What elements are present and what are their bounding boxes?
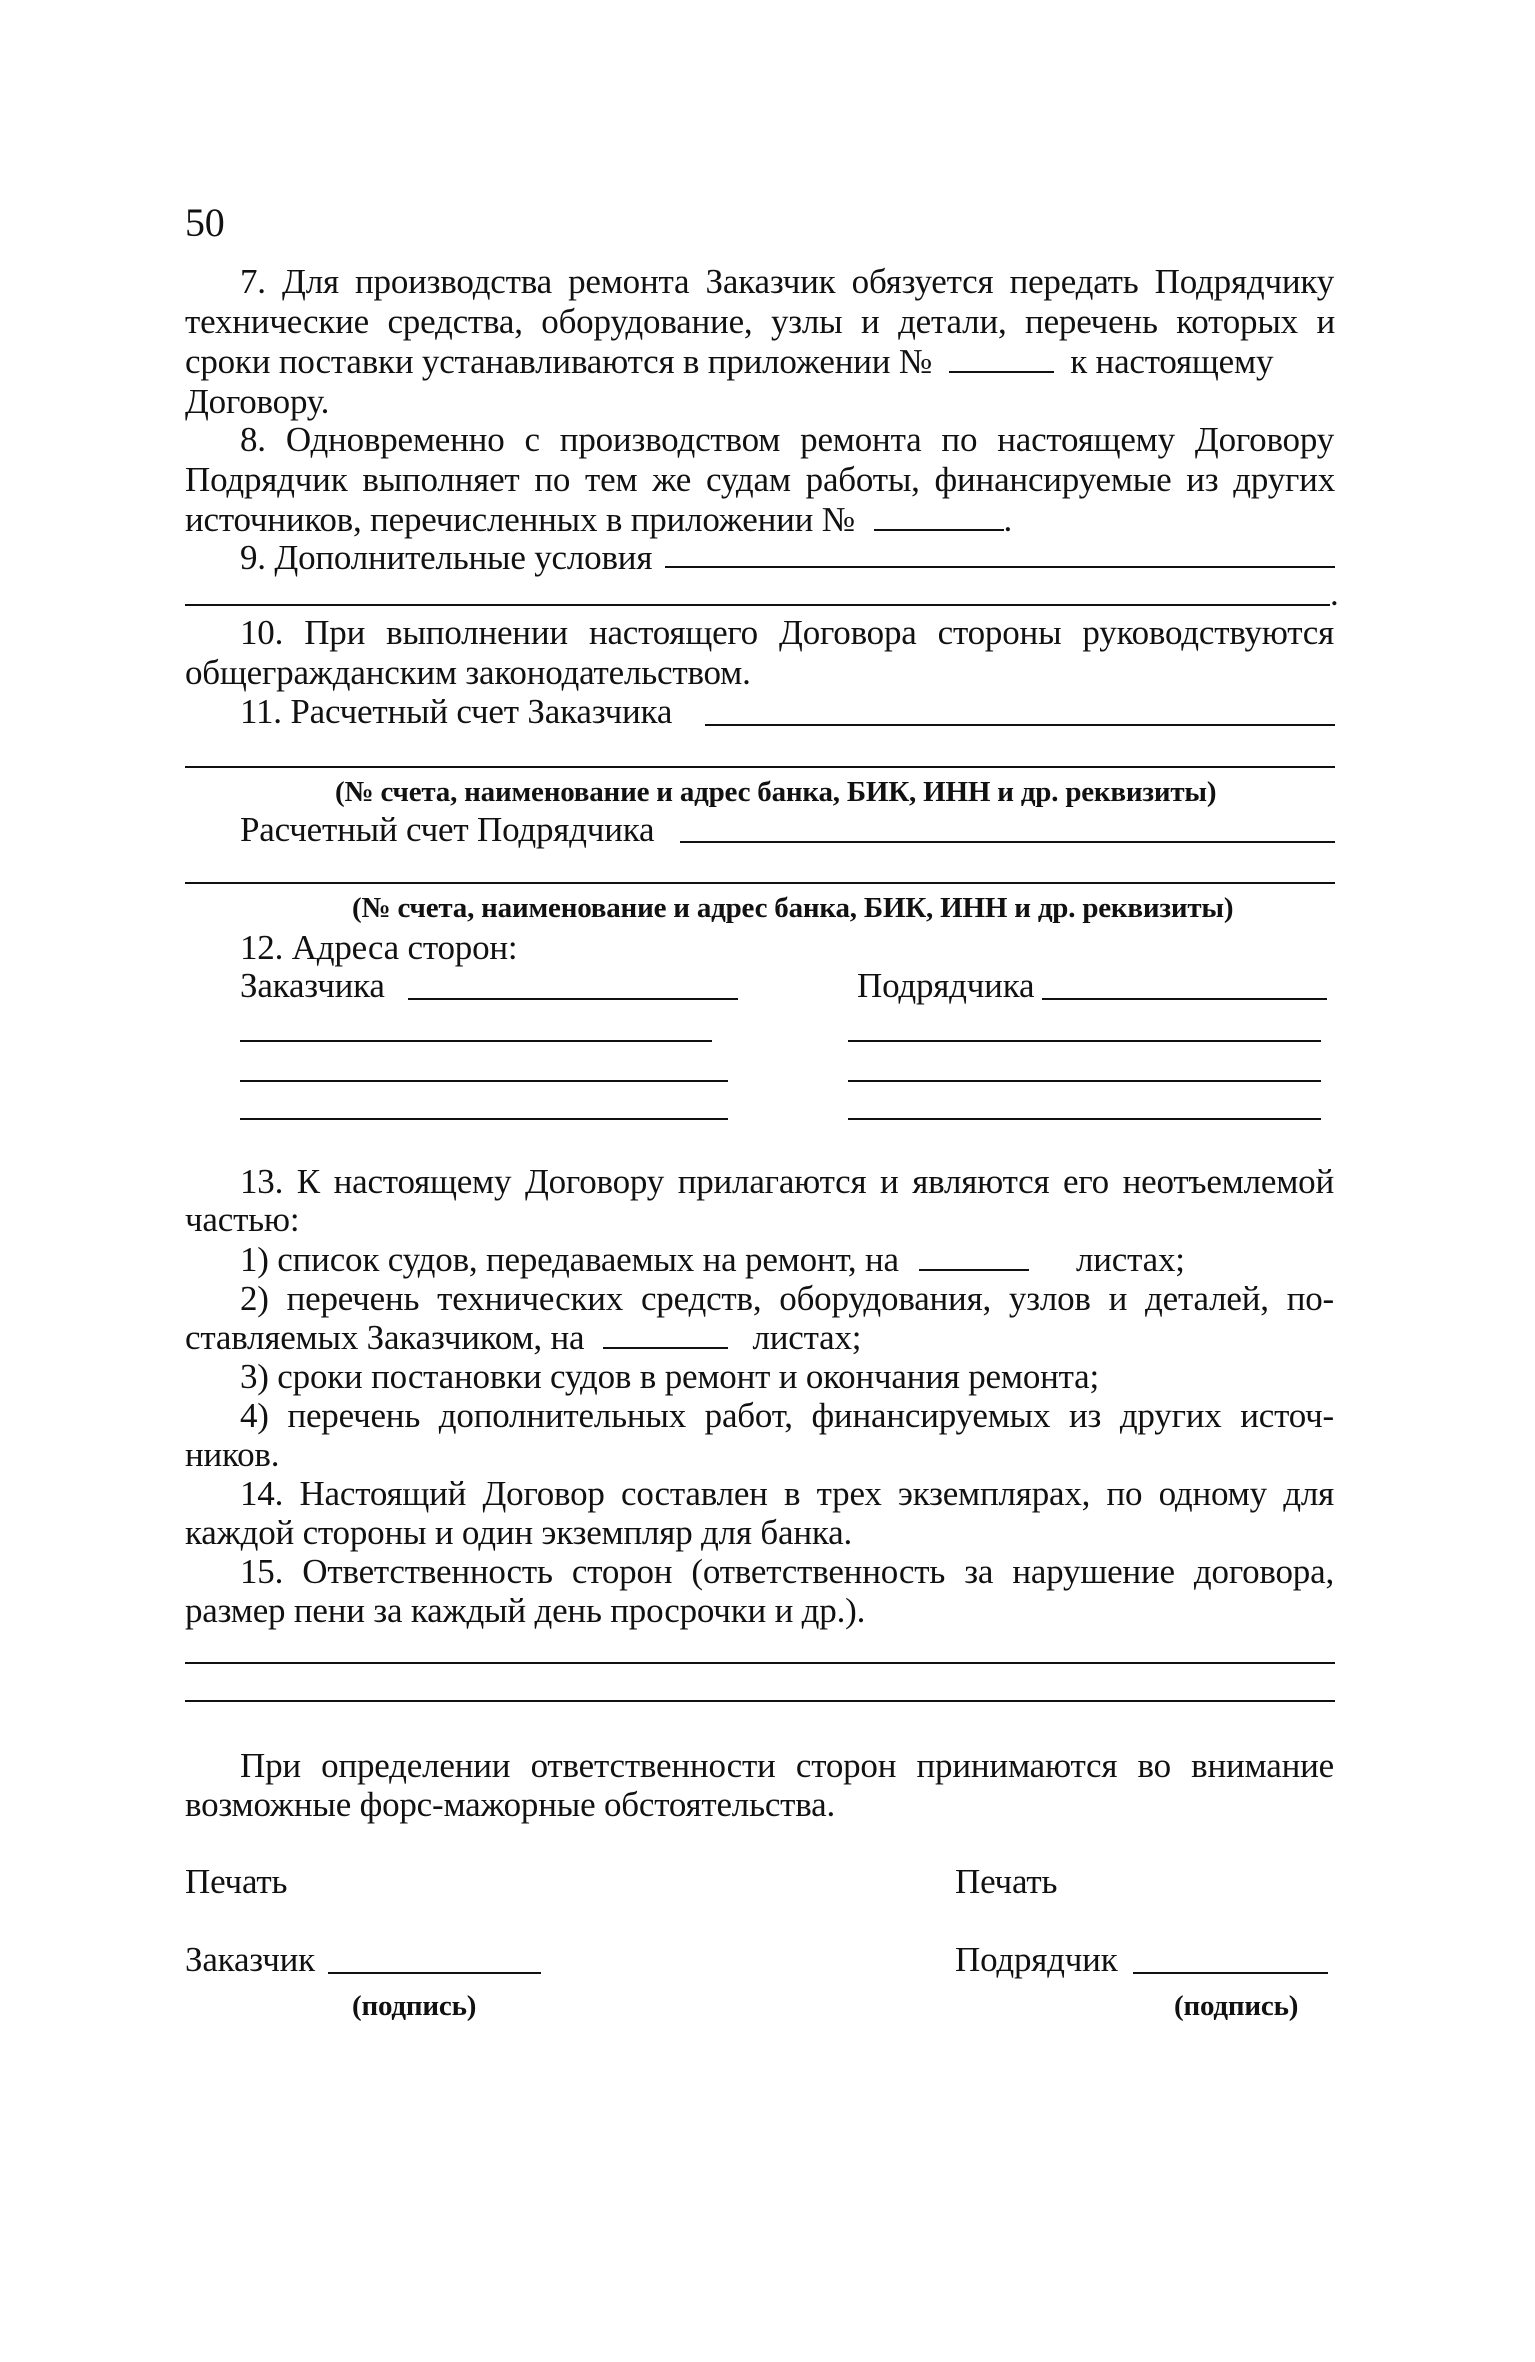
item-13-line-1: 13. К настоящему Договору прилагаются и являются его неотъемлемой <box>240 1162 1334 1201</box>
attachment-2-sheets: листах; <box>752 1318 862 1357</box>
attachment-1-sheets: листах; <box>1076 1240 1185 1279</box>
contractor-signature-label: Подрядчик <box>955 1940 1118 1979</box>
customer-address-line-2[interactable] <box>240 1040 712 1042</box>
additional-terms-line-1[interactable] <box>665 566 1335 568</box>
contractor-account-label: Расчетный счет Подрядчика <box>240 810 655 849</box>
customer-address-line-3[interactable] <box>240 1080 728 1082</box>
bank-details-caption-2: (№ счета, наименование и адрес банка, БИК, ИНН и др. реквизиты) <box>352 892 1234 924</box>
customer-address-line-4[interactable] <box>240 1118 728 1120</box>
item-9-label: 9. Дополнительные условия <box>240 538 653 577</box>
stamp-contractor: Печать <box>955 1862 1058 1901</box>
attachment-1-pages-blank[interactable] <box>919 1243 1029 1271</box>
item-10-line-1: 10. При выполнении настоящего Договора стороны руководствуются <box>240 613 1334 652</box>
item-14-line-2: каждой стороны и один экземпляр для банка. <box>185 1513 853 1552</box>
item-8-line-3: источников, перечисленных в приложении № . <box>185 500 1013 539</box>
item-7-text: сроки поставки устанавливаются в приложении № <box>185 342 933 381</box>
contractor-account-line-2[interactable] <box>185 882 1335 884</box>
attachment-4-line-2: ников. <box>185 1435 280 1474</box>
liability-line-2[interactable] <box>185 1700 1335 1702</box>
contractor-address-line-2[interactable] <box>848 1040 1321 1042</box>
force-majeure-line-2: возможные форс-мажорные обстоятельства. <box>185 1785 836 1824</box>
item-11-label: 11. Расчетный счет Заказчика <box>240 692 673 731</box>
customer-account-line-1[interactable] <box>705 724 1335 726</box>
customer-signature-caption: (подпись) <box>352 1990 477 2022</box>
item-13-line-2: частью: <box>185 1200 300 1239</box>
customer-address-line-1[interactable] <box>408 998 738 1000</box>
attachment-2-text: ставляемых Заказчиком, на <box>185 1318 585 1357</box>
item-7-line-4: Договору. <box>185 382 330 421</box>
additional-terms-line-2[interactable] <box>185 604 1330 606</box>
stamp-customer: Печать <box>185 1862 288 1901</box>
appendix-number-blank-2[interactable] <box>874 503 1004 531</box>
attachment-1-text: 1) список судов, передаваемых на ремонт, на <box>240 1240 899 1279</box>
item-7-line-1: 7. Для производства ремонта Заказчик обязуется передать Подрядчику <box>240 262 1334 301</box>
attachment-1 <box>240 1240 1185 1280</box>
item-8-text: источников, перечисленных в приложении № <box>185 500 855 539</box>
contractor-signature-line[interactable] <box>1133 1972 1328 1974</box>
item-14-line-1: 14. Настоящий Договор составлен в трех экземплярах, по одному для <box>240 1474 1334 1513</box>
contractor-address-line-3[interactable] <box>848 1080 1321 1082</box>
bank-details-caption-1: (№ счета, наименование и адрес банка, БИК, ИНН и др. реквизиты) <box>335 776 1217 808</box>
liability-line-1[interactable] <box>185 1662 1335 1664</box>
contractor-signature-caption: (подпись) <box>1174 1990 1299 2022</box>
item-8-line-2: Подрядчик выполняет по тем же судам работы, финансируемые из других <box>185 460 1335 499</box>
item-12-label: 12. Адреса сторон: <box>240 928 518 967</box>
item-7-text-end: к настоящему <box>1070 342 1274 381</box>
contractor-address-line-4[interactable] <box>848 1118 1321 1120</box>
force-majeure-line-1: При определении ответственности сторон принимаются во внимание <box>240 1746 1334 1785</box>
page-number: 50 <box>185 200 225 245</box>
item-7-line-2: технические средства, оборудование, узлы и детали, перечень которых и <box>185 302 1335 341</box>
item-15-line-2: размер пени за каждый день просрочки и др.). <box>185 1591 866 1630</box>
item-15-line-1: 15. Ответственность сторон (ответственность за нарушение договора, <box>240 1552 1334 1591</box>
item-8-line-1: 8. Одновременно с производством ремонта по настоящему Договору <box>240 420 1334 459</box>
address-contractor-label: Подрядчика <box>857 966 1035 1005</box>
contractor-address-line-1[interactable] <box>1042 998 1327 1000</box>
attachment-2-pages-blank[interactable] <box>603 1321 728 1349</box>
attachment-3: 3) сроки постановки судов в ремонт и окончания ремонта; <box>240 1357 1100 1396</box>
attachment-2-line-1: 2) перечень технических средств, оборудования, узлов и деталей, по- <box>240 1279 1334 1318</box>
contractor-account-line-1[interactable] <box>680 841 1335 843</box>
additional-terms-period: . <box>1330 574 1339 613</box>
customer-signature-line[interactable] <box>328 1972 541 1974</box>
customer-account-line-2[interactable] <box>185 766 1335 768</box>
appendix-number-blank[interactable] <box>949 345 1054 373</box>
attachment-2-line-2 <box>185 1318 861 1358</box>
customer-signature-label: Заказчик <box>185 1940 315 1979</box>
attachment-4-line-1: 4) перечень дополнительных работ, финансируемых из других источ- <box>240 1396 1334 1435</box>
item-7-line-3 <box>185 342 1273 382</box>
address-customer-label: Заказчика <box>240 966 385 1005</box>
item-10-line-2: общегражданским законодательством. <box>185 653 751 692</box>
